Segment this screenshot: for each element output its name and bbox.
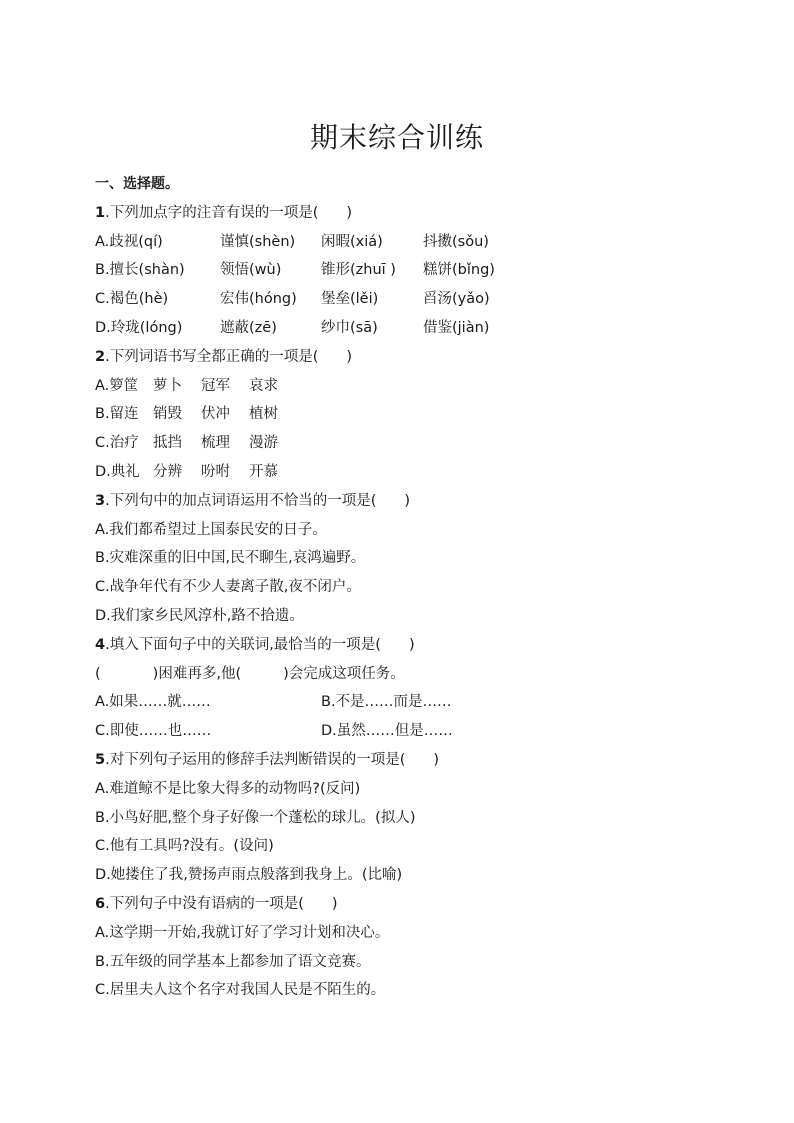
- option-c[interactable]: C.战争年代有不少人妻离子散,夜不闭户。: [95, 579, 361, 596]
- option-c[interactable]: C.治疗 抵挡 梳理 漫游: [95, 435, 278, 452]
- exercise-body: [95, 170, 735, 1005]
- question-1: 1.下列加点字的注音有误的一项是( ): [95, 204, 353, 221]
- option-b[interactable]: B.灾难深重的旧中国,民不聊生,哀鸿遍野。: [95, 550, 366, 567]
- option-c[interactable]: C.居里夫人这个名字对我国人民是不陌生的。: [95, 982, 386, 999]
- question-text: .下列句中的加点词语运用不恰当的一项是(: [105, 492, 377, 509]
- option-d[interactable]: D.玲珑(lóng): [95, 319, 183, 336]
- fill-sentence: ( )困难再多,他( )会完成这项任务。: [95, 665, 405, 682]
- option-d[interactable]: D.我们家乡民风淳朴,路不拾遗。: [95, 607, 304, 624]
- question-5: 5.对下列句子运用的修辞手法判断错误的一项是( ): [95, 751, 440, 768]
- option-b[interactable]: B.小鸟好肥,整个身子好像一个蓬松的球儿。(拟人): [95, 809, 416, 826]
- section-heading: 一、选择题。: [95, 176, 179, 192]
- page-title: 期末综合训练: [309, 121, 484, 154]
- question-text: .对下列句子运用的修辞手法判断错误的一项是(: [105, 751, 406, 768]
- option-row: C.褐色(hè) 宏伟(hóng) 堡垒(lěi) 舀汤(yǎo): [95, 285, 735, 314]
- option-row: [95, 717, 735, 746]
- option-d[interactable]: D.她搂住了我,赞扬声雨点般落到我身上。(比喻): [95, 867, 403, 884]
- option-b[interactable]: B.不是……而是……: [321, 694, 452, 711]
- option-a[interactable]: A.如果……就……: [95, 694, 211, 711]
- option-d[interactable]: D.典礼 分辨 吩咐 开慕: [95, 463, 278, 480]
- question-text: .下列加点字的注音有误的一项是(: [105, 204, 319, 221]
- question-6: 6.下列句子中没有语病的一项是( ): [95, 895, 338, 912]
- option-b[interactable]: B.擅长(shàn): [95, 262, 185, 279]
- question-text: .下列句子中没有语病的一项是(: [105, 895, 304, 912]
- question-number: 2: [95, 348, 106, 365]
- option-c[interactable]: C.即使……也……: [95, 723, 212, 740]
- question-number: 5: [95, 751, 106, 768]
- question-text: .填入下面句子中的关联词,最恰当的一项是(: [105, 636, 381, 653]
- option-row: A.歧视(qí) 谨慎(shèn) 闲暇(xiá) 抖擞(sǒu): [95, 228, 735, 257]
- question-2: 2.下列词语书写全都正确的一项是( ): [95, 348, 353, 365]
- question-number: 4: [95, 636, 106, 653]
- question-number: 1: [95, 204, 106, 221]
- option-a[interactable]: A.歧视(qí): [95, 233, 163, 250]
- option-a[interactable]: A.我们都希望过上国泰民安的日子。: [95, 521, 327, 538]
- question-number: 6: [95, 895, 106, 912]
- option-a[interactable]: A.箩筐 萝卜 冠军 哀求: [95, 377, 278, 394]
- option-b[interactable]: B.留连 销毁 伏冲 植树: [95, 406, 278, 423]
- option-row: [95, 688, 735, 717]
- option-a[interactable]: A.这学期一开始,我就订好了学习计划和决心。: [95, 924, 390, 941]
- option-c[interactable]: C.褐色(hè): [95, 291, 169, 308]
- option-d[interactable]: D.虽然……但是……: [321, 723, 453, 740]
- question-4: 4.填入下面句子中的关联词,最恰当的一项是( ): [95, 636, 415, 653]
- question-number: 3: [95, 492, 106, 509]
- question-text: .下列词语书写全都正确的一项是(: [105, 348, 319, 365]
- option-b[interactable]: B.五年级的同学基本上都参加了语文竞赛。: [95, 953, 371, 970]
- option-row: B.擅长(shàn) 领悟(wù) 锥形(zhuī ) 糕饼(bǐng): [95, 256, 735, 285]
- question-3: 3.下列句中的加点词语运用不恰当的一项是( ): [95, 492, 411, 509]
- option-a[interactable]: A.难道鲸不是比象大得多的动物吗?(反问): [95, 780, 361, 797]
- option-c[interactable]: C.他有工具吗?没有。(设问): [95, 838, 274, 855]
- option-row: D.玲珑(lóng) 遮蔽(zē) 纱巾(sā) 借鉴(jiàn): [95, 314, 735, 343]
